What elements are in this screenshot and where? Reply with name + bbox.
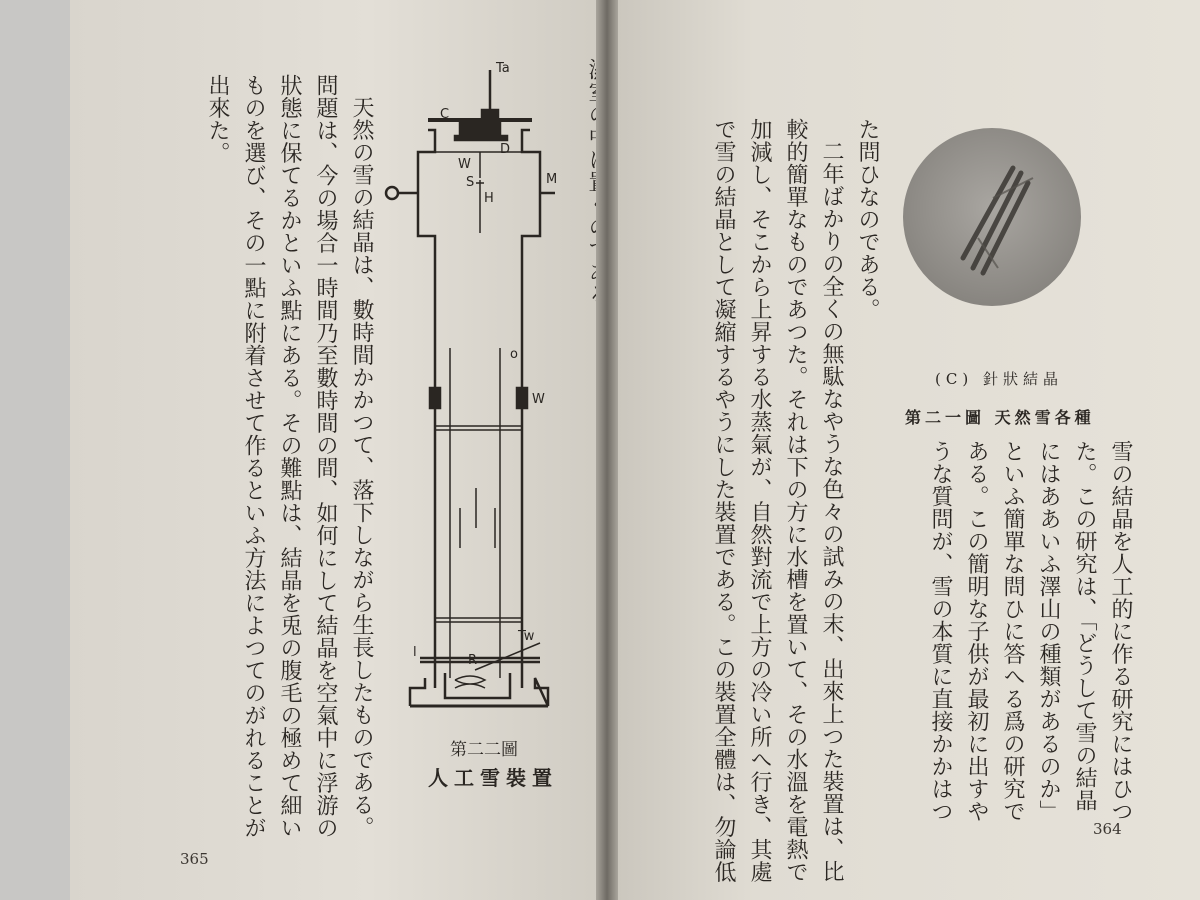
label-W-mid: W xyxy=(532,392,545,407)
label-Ta: Ta xyxy=(496,61,510,76)
label-M: M xyxy=(546,172,558,187)
right-top-line: た問ひなのである。 xyxy=(855,118,880,321)
right-paragraph1-line-1: 二年ばかりの全くの無駄なやうな色々の試みの末、出來上つた裝置は、比 xyxy=(819,140,844,883)
snow-crystal-photo xyxy=(903,128,1081,306)
left-paragraph-line-2: 問題は、今の場合一時間乃至數時間の間、如何にして結晶を空氣中に浮游の xyxy=(313,74,338,839)
figure22-caption-title: 人工雪裝置 xyxy=(428,766,558,790)
book-gutter xyxy=(596,0,618,900)
label-Tw: Tw xyxy=(518,629,535,644)
left-paragraph-line-4: ものを選び、その一點に附着させて作るといふ方法によつてのがれることが xyxy=(241,74,266,839)
label-H: H xyxy=(484,191,494,206)
right-paragraph2-line-1: 雪の結晶を人工的に作る研究にはひつ xyxy=(1108,440,1133,823)
label-l: l xyxy=(413,645,417,660)
right-paragraph2-line-6: うな質問が、雪の本質に直接かかはつ xyxy=(928,440,953,823)
left-paragraph-line-5: 出來た。 xyxy=(205,74,230,164)
label-S: S xyxy=(466,175,475,190)
background-left xyxy=(0,0,75,900)
left-paragraph-line-1: 天然の雪の結晶は、數時間かかつて、落下しながら生長したものである。 xyxy=(349,96,374,839)
label-D: D xyxy=(500,142,511,157)
right-page xyxy=(605,0,1200,900)
label-W-top: W xyxy=(458,157,471,172)
figure21-caption: 第二一圖 天然雪各種 xyxy=(905,408,1095,427)
left-page xyxy=(70,0,615,900)
photo-caption: (C) 針狀結晶 xyxy=(935,370,1063,388)
figure22-caption-number: 第二二圖 xyxy=(450,740,518,760)
right-paragraph1-line-4: で雪の結晶として凝縮するやうにした裝置である。この裝置全體は、勿論低 xyxy=(711,118,736,883)
right-paragraph1-line-2: 較的簡單なものであつた。それは下の方に水槽を置いて、その水溫を電熱で xyxy=(783,118,808,883)
label-R: R xyxy=(468,653,478,668)
right-page-number: 364 xyxy=(1093,820,1122,838)
right-paragraph2-line-2: た。この研究は、「どうして雪の結晶 xyxy=(1072,440,1097,812)
left-paragraph-line-3: 狀態に保てるかといふ點にある。その難點は、結晶を兎の腹毛の極めて細い xyxy=(277,74,302,839)
right-paragraph2-line-3: にはああいふ澤山の種類があるのか」 xyxy=(1036,440,1061,823)
right-paragraph2-line-4: といふ簡單な問ひに答へる爲の研究で xyxy=(1000,440,1025,823)
right-paragraph2-line-5: ある。この簡明な子供が最初に出すや xyxy=(964,440,989,823)
left-page-number: 365 xyxy=(180,850,209,868)
label-C: C xyxy=(440,107,450,122)
label-o: o xyxy=(510,347,518,362)
right-paragraph1-line-3: 加減し、そこから上昇する水蒸氣が、自然對流で上方の冷い所へ行き、其處 xyxy=(747,118,772,883)
needle-crystal-image xyxy=(903,128,1081,306)
